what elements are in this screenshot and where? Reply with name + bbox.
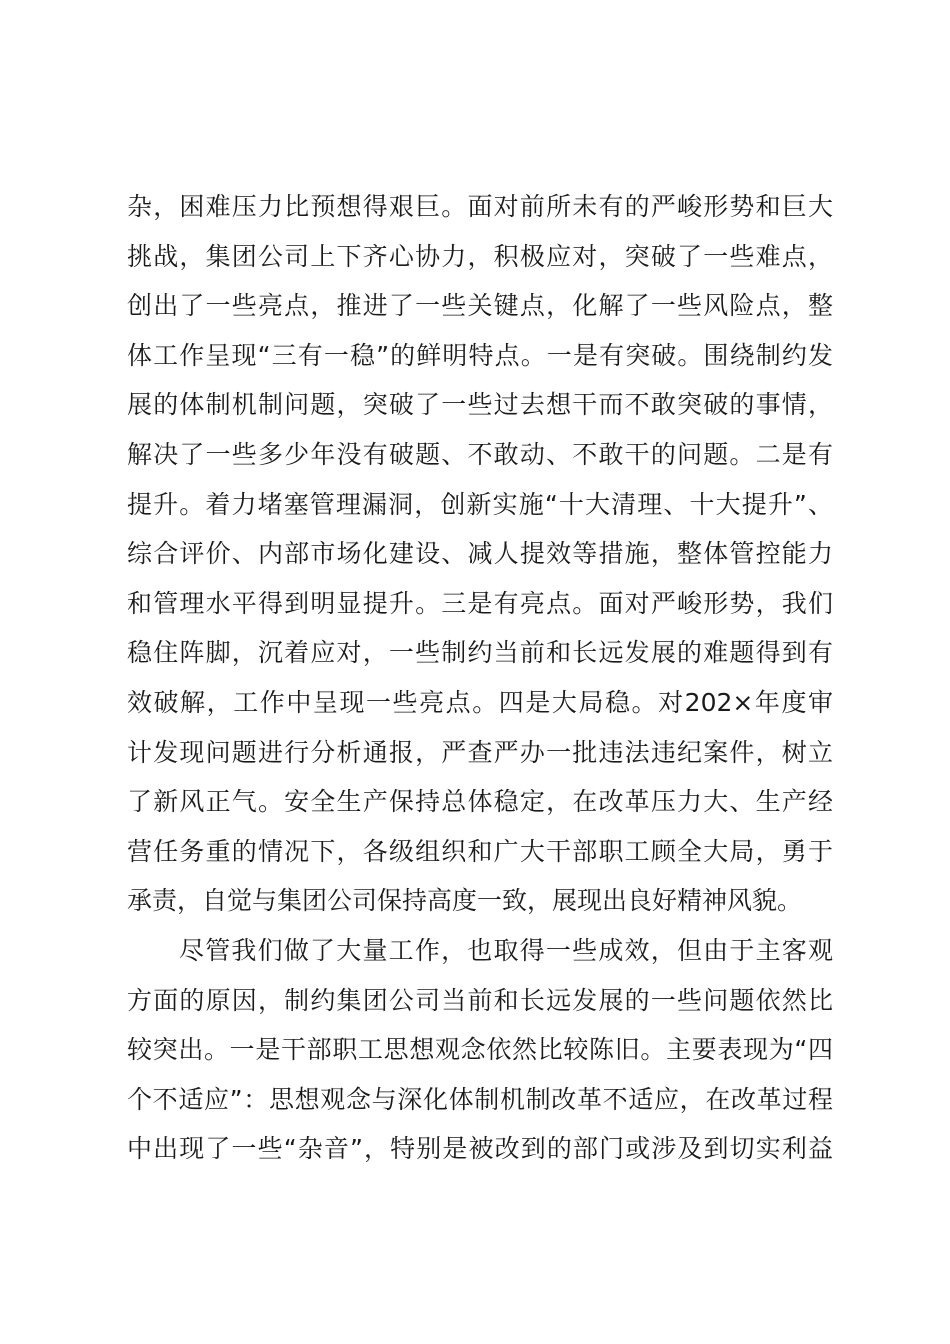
text-line: 解决了一些多少年没有破题、不敢动、不敢干的问题。二是有 bbox=[127, 439, 833, 469]
text-line: 展的体制机制问题，突破了一些过去想干而不敢突破的事情， bbox=[127, 390, 833, 420]
text-line: 杂，困难压力比预想得艰巨。面对前所未有的严峻形势和巨大 bbox=[127, 192, 833, 221]
body-text bbox=[127, 182, 833, 1174]
text-line: 和管理水平得到明显提升。三是有亮点。面对严峻形势，我们 bbox=[127, 588, 833, 618]
text-line: 个不适应”：思想观念与深化体制机制改革不适应，在改革过程 bbox=[127, 1084, 833, 1114]
text-line: 营任务重的情况下，各级组织和广大干部职工顾全大局，勇于 bbox=[127, 836, 833, 866]
text-line: 综合评价、内部市场化建设、减人提效等措施，整体管控能力 bbox=[127, 539, 833, 569]
text-line: 方面的原因，制约集团公司当前和长远发展的一些问题依然比 bbox=[127, 985, 833, 1015]
text-line: 计发现问题进行分析通报，严查严办一批违法违纪案件，树立 bbox=[127, 737, 833, 767]
text-line: 了新风正气。安全生产保持总体稳定，在改革压力大、生产经 bbox=[127, 787, 833, 817]
text-line: 中出现了一些“杂音”，特别是被改到的部门或涉及到切实利益 bbox=[127, 1134, 833, 1164]
text-line: 创出了一些亮点，推进了一些关键点，化解了一些风险点，整 bbox=[127, 291, 833, 321]
text-line: 体工作呈现“三有一稳”的鲜明特点。一是有突破。围绕制约发 bbox=[127, 340, 833, 370]
paragraph-last-line: 承责，自觉与集团公司保持高度一致，展现出良好精神风貌。 bbox=[127, 886, 803, 916]
text-line: 提升。着力堵塞管理漏洞，创新实施“十大清理、十大提升”、 bbox=[127, 489, 833, 519]
text-line: 效破解，工作中呈现一些亮点。四是大局稳。对202×年度审 bbox=[127, 687, 833, 717]
paragraph-first-line: 尽管我们做了大量工作，也取得一些成效，但由于主客观 bbox=[179, 935, 833, 965]
text-line: 挑战，集团公司上下齐心协力，积极应对，突破了一些难点， bbox=[127, 241, 833, 271]
text-line: 较突出。一是干部职工思想观念依然比较陈旧。主要表现为“四 bbox=[127, 1035, 833, 1065]
text-line: 稳住阵脚，沉着应对，一些制约当前和长远发展的难题得到有 bbox=[127, 638, 833, 668]
